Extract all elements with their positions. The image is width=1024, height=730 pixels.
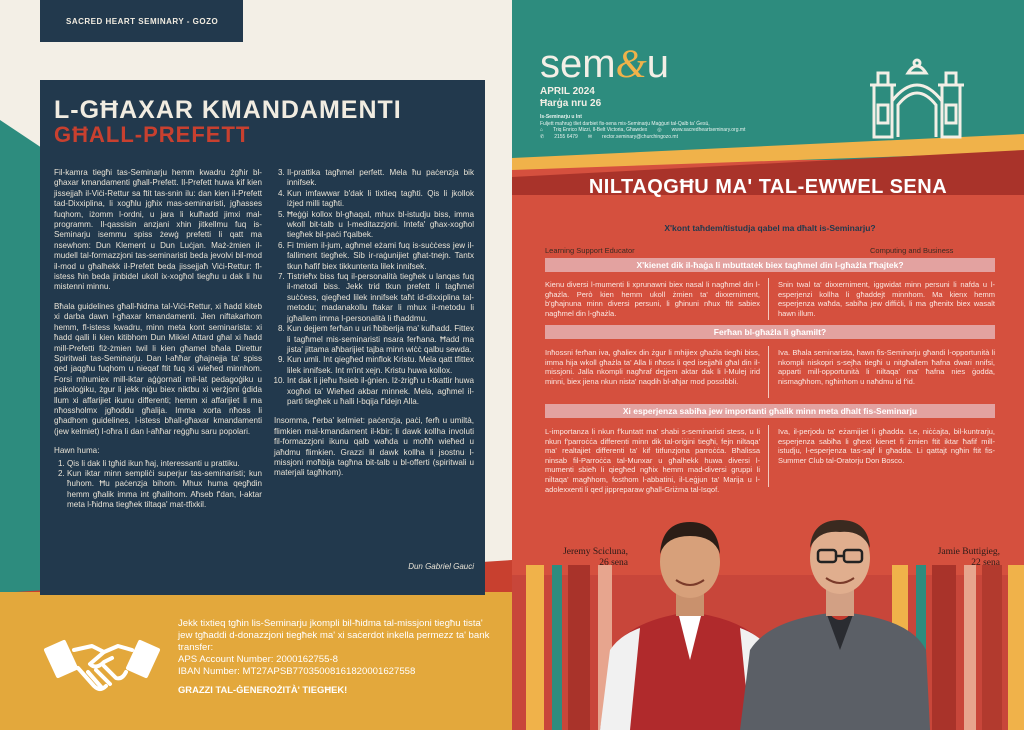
logo-amp: & — [615, 41, 647, 86]
person-right-age: 22 sena — [971, 558, 1000, 568]
masthead-info — [540, 114, 840, 140]
website-link[interactable]: www.sacredheartseminary.org.mt — [671, 127, 746, 133]
article-paragraph: Bħala guidelines għall-ħidma tal-Viċi-Rettur, xi ħadd kiteb xi darba dawn l-għaxar kmandamenti. Jien niftakarhom hemm, fl-istess kwadru, minn meta kont seminarista: xi ħadd qalli li kien kitibhom Dun Mikiel Attard għal xi ħadd mill-Prefetti fiż-żmien twil li kien għamel bħala Direttur Spiritwali tas-Seminarju. Dan l-aħħar għajnejja ta' spiss qed jaqgħu fuqhom u nieqaf ftit fuq xi wieħed minnhom. Forsi mhumiex mill-iktar aġġornati mil-lat pedagoġiku u psikoloġiku, żgur li jekk niġu biex niktbu xi verżjoni ġdida llum xi affarijiet ikunu differenti; hemm xi affarijiet li ma nħossholmx jgħoddu għalija. Imma xorta nħoss li għadhom guidelines, l-istess bħall-għaxar kmandamenti (jew kelmiet) l-oħra li dan l-aħħar reġgħu saru popolari. — [54, 301, 262, 436]
article-subtitle: GĦALL-PREFETT — [54, 122, 251, 147]
answer-4-left: L-importanza li nkun f'kuntatt ma' shabi s-seminaristi stess, u li nkun f'parroċċa differenti minn dik tal-oriġini tiegħi, fejn niltaqa' ma' realtajiet differenti ta' kif titfunzjona parroċċa. Bħalissa ninsab fil-Parroċċa tal-Munxar u għalhekk huwa diversi l-mumenti sbieħ li qiegħed ngħix hemm mad-diversi gruppi li niltaqa' magħhom, fosthom l-abbatini, il-Leġjun ta' Marija u l-adolexxenti li qed jippreparaw għall-Griżma tal-Isqof. — [545, 427, 760, 494]
question-text: X'kont taħdem/tistudja qabel ma dħalt is-Seminarju? — [664, 223, 876, 233]
article-title: L-GĦAXAR KMANDAMENTI — [54, 96, 402, 124]
question-text: Xi esperjenza sabiħa jew importanti għalik minn meta dħalt fis-Seminarju — [622, 406, 918, 416]
list-item: 5. Ħeġġi kollox bl-għaqal, mhux bl-istudju biss, imma wkoll bit-talb u l-meditazzjoni. Intefa' għax-xogħol tiegħek bil-paċi f'qalbek. — [287, 210, 474, 241]
answer-divider — [768, 425, 769, 487]
email-icon: ✉ — [587, 133, 593, 140]
list-item: 2. Kun iktar minn sempliċi superjur tas-seminaristi; kun ħuhom. Ħu paċenzja bihom. Mhux huma qegħdin hemm għalik imma int għalihom. Aħseb f'dan, l-aktar meta l-ħidma tiegħek tiltaqa' mat-tfixkil. — [67, 469, 262, 511]
list-item: 6. Fi tmiem il-jum, agħmel eżami fuq is-suċċess jew il-falliment tiegħek. Sib ir-raġunijiet għat-tnejn. Tantx tkun ħafif biex tikkuntenta lilek innifsek. — [287, 241, 474, 272]
person-right-caption — [920, 547, 1000, 569]
publication-line: Fuljett maħruġ tliet darbiet fis-sena mis-Seminarju Maġġuri tal-Qalb ta' Ġesù, — [540, 120, 710, 127]
article-column-left — [54, 168, 262, 511]
answer-divider — [768, 278, 769, 320]
answer-1-right: Computing and Business — [870, 246, 954, 255]
question-text: X'kienet dik il-ħaġa li mbuttatek biex tagħmel din l-għażla f'ħajtek? — [636, 260, 904, 270]
question-4 — [545, 404, 995, 418]
interview-title: NILTAQGĦU MA' TAL-EWWEL SENA — [588, 176, 948, 198]
person-right — [740, 520, 930, 730]
person-left-caption — [548, 547, 628, 569]
answer-2-right: Snin twal ta' dixxerniment, iggwidat minn persuni li nafda u l-esperjenzi kollha li għaddejt minnhom. Ma kienx hemm esperjenza waħda, sabiħa jew diffiċli, li ma għenitx biex wasalt hawn illum. — [778, 280, 995, 318]
contact-row — [540, 134, 840, 141]
seminary-gate-icon — [868, 55, 966, 140]
question-text: Ferħan bl-għażla li għamilt? — [713, 327, 827, 337]
aps-account: APS Account Number: 2000162755-8 — [178, 654, 339, 665]
author-signature: Dun Gabriel Gauci — [408, 562, 474, 571]
donation-thanks: GRAZZI TAL-ĠENEROŻITÀ' TIEGĦEK! — [178, 684, 348, 695]
answer-4-right: Iva, il-perjodu ta' eżamijiet li għadda. Le, niċċajta, bil-kuntrarju, esperjenza sabiħa li għext kienet fi żmien ftit iktar ħafif mill-istudju, l-esperjenza tas-sajf li għadda. Li qattajt ngħin ftit fis-Summer Club tal-Oratorju Don Bosco. — [778, 427, 995, 465]
logo-u: u — [646, 42, 669, 86]
article-paragraph: Fil-kamra tiegħi tas-Seminarju hemm kwadru żgħir bl-għaxar kmandamenti għall-Prefett. Il-Prefett huwa kif kien jissejjaħ il-Viċi-Rettur sa ftit tas-snin ilu: dan kien il-Prefett tad-Dixxiplina, li xogħlu jgħix mas-seminaristi, jgħasses fuqhom, iżomm l-ordni, u jara li kulħadd jimxi mal-programm. Il-qassisin anzjani xhin jitkellmu fuq is-Seminarju isemmu spiss żewġ prefetti li qatt ma nsewhom: Dun Klement u Dun Luċjan. Maż-żmien il-mudell tal-formazzjoni tas-seminaristi beda jevolvi bil-mod il-mod u għalhekk il-Prefett beda jissejjaħ Viċi-Rettur: fl-istess ħin beda jinbidel ukoll ix-xogħol tiegħu u dak li hu mistenni minnu. — [54, 168, 262, 292]
donation-box — [178, 618, 498, 696]
person-left-name: Jeremy Scicluna, — [563, 547, 628, 557]
list-item: 8. Kun dejjem ferħan u uri ħbiberija ma' kulħadd. Fittex li tagħmel mis-seminaristi nsara ferħana. Ħadd ma jista' jittama aħbarijiet tajba minn wiċċ qalbu sewda. — [287, 324, 474, 355]
answer-3-right: Iva. Bħala seminarista, hawn fis-Seminarju għandi l-opportunità li nkompli niskopri s-sejħa tiegħi u nitgħallem ħafna dwari nnifsi, apparti mill-opportunità li niltaqa' ma' ħafna nies ġodda, nismagħhom, ngħinhom u naħdmu id f'id. — [778, 348, 995, 386]
question-3 — [545, 325, 995, 339]
publication-name: Is-Seminarju u Int — [540, 114, 582, 120]
web-icon: ◎ — [657, 127, 662, 133]
answer-divider — [768, 346, 769, 398]
location-icon: ⌂ — [540, 127, 544, 133]
handshake-icon — [42, 628, 162, 704]
list-item: 10. Int dak li jieħu ħsieb il-ġnien. Iż-żrigħ u t-tkattir huwa xogħol ta' Wieħed akbar minnek. Mela, agħmel il-parti tiegħek u ħalli l-bqija f'idejn Alla. — [287, 376, 474, 407]
list-item: 4. Kun imfawwar b'dak li tixtieq tagħti. Qis li jkollok iżjed milli tagħti. — [287, 189, 474, 210]
answer-3-left: Inħossni ferħan iva, għaliex din żgur li mhijiex għażla tiegħi biss, imma hija wkoll għażla ta' Alla li nħoss li qed isejjaħli għal din il-missjoni. Jalla nkompli nagħraf dejjem aktar dak li l-Mulej irid minni, biex jiena nkun nista' naqdih bl-aħjar mod possibbli. — [545, 348, 760, 386]
newsletter-logo — [540, 40, 669, 87]
donation-text: Jekk tixtieq tgħin lis-Seminarju jkompli bil-ħidma tal-missjoni tiegħu tista' jew tgħaddi d-donazzjoni tiegħek ma' xi saċerdot inkella permezz ta' bank transfer: — [178, 618, 490, 653]
commandments-list-part1 — [54, 459, 262, 511]
school-name: SACRED HEART SEMINARY - GOZO — [66, 16, 219, 26]
phone: 2155 6479 — [554, 133, 578, 140]
commandments-list-part2 — [274, 168, 474, 407]
article-column-right — [274, 168, 474, 488]
address: Triq Enrico Mizzi, Il-Belt Victoria, Għawdex — [553, 127, 648, 133]
phone-icon: ✆ — [540, 133, 545, 140]
seminarians-photo — [590, 500, 930, 730]
list-intro: Hawn huma: — [54, 446, 100, 456]
answer-1-left: Learning Support Educator — [545, 246, 635, 255]
issue-date: APRIL 2024 — [540, 86, 595, 97]
list-item: 1. Qis li dak li tgħid ikun ħaj, interessanti u prattiku. — [67, 459, 262, 469]
question-1 — [545, 221, 995, 235]
person-left-age: 26 sena — [599, 558, 628, 568]
logo-sem: sem — [540, 42, 616, 86]
list-item: 9. Kun umli. Int qiegħed minflok Kristu. Mela qatt tfittex lilek innifsek. Int m'int xejn. Kristu huwa kollox. — [287, 355, 474, 376]
answer-2-left: Kienu diversi l-mumenti li xprunawni biex nasal li nagħmel din l-għażla. Però kien hemm ukoll żmien ta' dixxerniment, b'għajnuna minn diversi persuni, li għinuni nħux ftit sabiex nagħmel din l-għażla. — [545, 280, 760, 318]
list-item: 7. Tistrieħx biss fuq il-personalità tiegħek u lanqas fuq il-metodi biss. Jekk trid tkun prefett li tagħmel suċċess, qiegħed lilek innifsek taħt id-dixxiplina tal-metodu; madanakollu ftakar li mhux il-metodu li jgħallem imma l-personalità li tħaddmu. — [287, 272, 474, 324]
article-closing: Insomma, f'erba' kelmiet: paċenzja, paċi, ferħ u umiltà, flimkien mal-kmandament il-kbir; li dawk kollha involuti fil-formazzjoni ikunu qalb waħda u moħħ wieħed u jaħdmu flimkien. Grazzi lil dawk kollha li jsostnu l-missjoni moħbija tagħna bit-talb u bl-offerti (spiritwali u materjali tagħhom). — [274, 416, 474, 478]
issue-number: Ħarġa nru 26 — [540, 98, 602, 109]
list-item: 3. Il-prattika tagħmel perfett. Mela ħu paċenzja bik innifsek. — [287, 168, 474, 189]
question-2 — [545, 258, 995, 272]
iban-number: IBAN Number: MT27APSB77035008161820001627558 — [178, 666, 416, 677]
person-right-name: Jamie Buttigieg, — [937, 547, 1000, 557]
email-link[interactable]: rector.seminary@churchingozo.mt — [602, 133, 678, 140]
school-header — [40, 0, 243, 42]
